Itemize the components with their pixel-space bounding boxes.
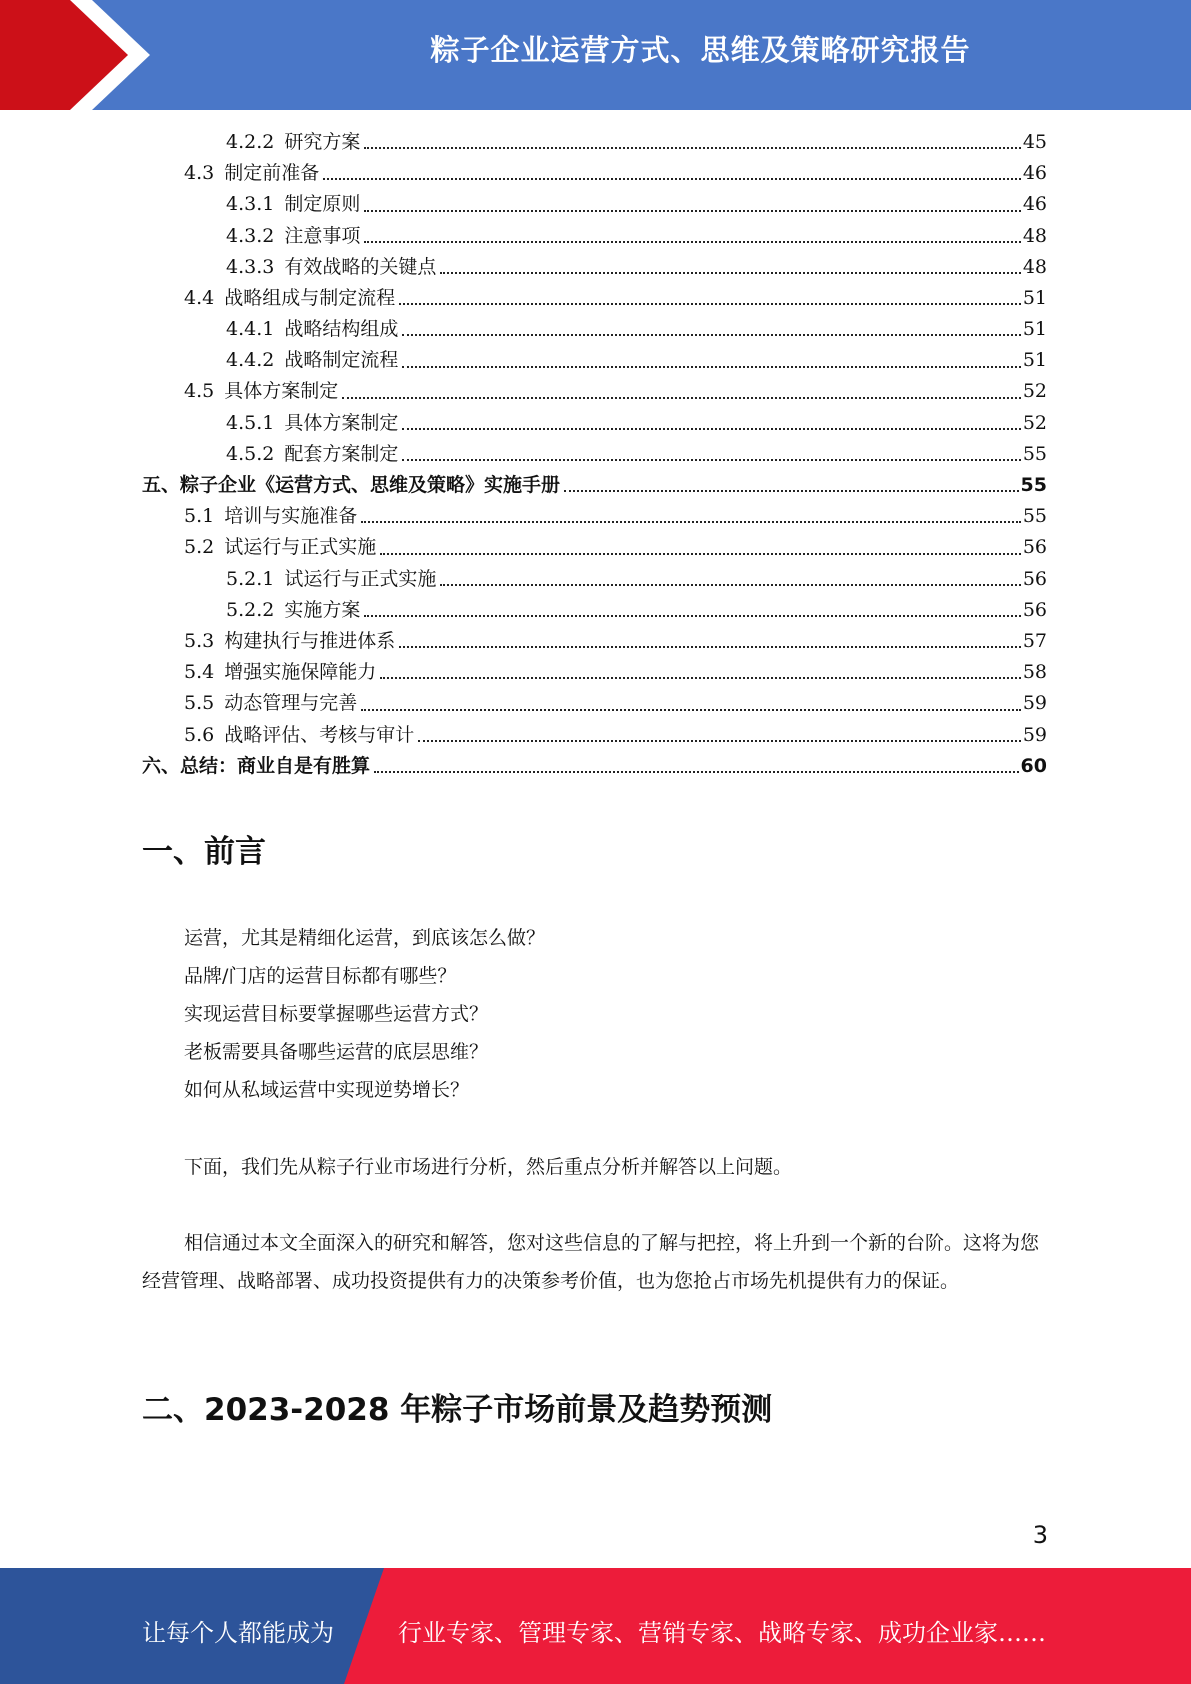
toc-entry-text: 五、粽子企业《运营方式、思维及策略》实施手册: [142, 474, 561, 497]
toc-entry[interactable]: [142, 564, 1047, 595]
toc-entry-label: [142, 470, 560, 501]
toc-entry[interactable]: [142, 595, 1047, 626]
question-5: 如何从私域运营中实现逆势增长？: [184, 1079, 470, 1101]
toc-entry[interactable]: [142, 439, 1047, 470]
toc-entry-number: 4.5.2: [226, 442, 275, 465]
toc-entry-number: 5.1: [184, 505, 215, 528]
toc-dot-leader: [418, 740, 1021, 742]
toc-entry-number: 5.2.2: [226, 598, 275, 621]
toc-dot-leader: [380, 553, 1021, 555]
toc-entry-number: 5.6: [184, 723, 215, 746]
toc-entry-label: [226, 408, 398, 439]
toc-entry[interactable]: [142, 127, 1047, 158]
toc-entry-label: [226, 564, 436, 595]
toc-entry-number: 5.5: [184, 692, 215, 715]
toc-entry-page: 51: [1022, 318, 1047, 341]
toc-entry-page: 55: [1022, 442, 1047, 465]
toc-dot-leader: [361, 709, 1021, 711]
toc-entry-page: 59: [1022, 723, 1047, 746]
toc-entry-number: 4.3.1: [226, 193, 275, 216]
toc-entry-label: [184, 688, 357, 719]
question-2: 品牌/门店的运营目标都有哪些？: [184, 965, 457, 987]
toc-entry-number: 5.3: [184, 629, 215, 652]
toc-entry-number: 4.5: [184, 380, 215, 403]
header-red-arrow-decoration: [0, 0, 160, 110]
toc-dot-leader: [380, 677, 1021, 679]
toc-entry-text: 构建执行与推进体系: [224, 629, 396, 652]
toc-entry[interactable]: [142, 252, 1047, 283]
toc-entry[interactable]: [142, 408, 1047, 439]
toc-entry-label: [184, 283, 395, 314]
toc-entry-number: 4.3: [184, 162, 215, 185]
toc-dot-leader: [364, 147, 1020, 149]
toc-entry[interactable]: [142, 751, 1047, 782]
toc-entry-page: 58: [1022, 661, 1047, 684]
toc-entry-page: 56: [1022, 536, 1047, 559]
toc-entry[interactable]: [142, 470, 1047, 501]
toc-entry[interactable]: [142, 532, 1047, 563]
toc-dot-leader: [364, 615, 1020, 617]
table-of-contents: [142, 127, 1047, 782]
intro-paragraph: 下面，我们先从粽子行业市场进行分析，然后重点分析并解答以上问题。: [184, 1156, 793, 1178]
toc-entry-number: 5.2.1: [226, 567, 275, 590]
toc-entry[interactable]: [142, 626, 1047, 657]
page-footer: [0, 1568, 1191, 1684]
toc-dot-leader: [440, 584, 1020, 586]
toc-entry-number: 5.2: [184, 536, 215, 559]
toc-entry-number: 5.4: [184, 661, 215, 684]
toc-entry-page: 48: [1022, 255, 1047, 278]
toc-dot-leader: [564, 490, 1019, 492]
toc-entry[interactable]: [142, 221, 1047, 252]
question-4: 老板需要具备哪些运营的底层思维？: [184, 1041, 489, 1063]
toc-entry-label: [184, 657, 376, 688]
toc-entry[interactable]: [142, 283, 1047, 314]
toc-dot-leader: [402, 366, 1020, 368]
value-paragraph: 相信通过本文全面深入的研究和解答，您对这些信息的了解与把控，将上升到一个新的台阶。这将为您经营管理、战略部署、成功投资提供有力的决策参考价值，也为您抢占市场先机提供有力的保证。: [142, 1232, 1040, 1292]
toc-dot-leader: [402, 428, 1020, 430]
toc-entry-text: 具体方案制定: [224, 380, 339, 403]
toc-entry-page: 56: [1022, 598, 1047, 621]
toc-entry-label: [226, 127, 360, 158]
toc-entry-text: 增强实施保障能力: [224, 661, 377, 684]
toc-entry-page: 60: [1020, 754, 1047, 777]
toc-entry[interactable]: [142, 657, 1047, 688]
toc-entry[interactable]: [142, 158, 1047, 189]
toc-dot-leader: [364, 210, 1020, 212]
toc-entry-page: 55: [1022, 505, 1047, 528]
toc-entry-page: 51: [1022, 286, 1047, 309]
toc-entry-text: 六、总结：商业自是有胜算: [142, 754, 371, 777]
toc-entry-page: 52: [1022, 380, 1047, 403]
toc-entry-label: [142, 751, 370, 782]
toc-entry-page: 48: [1022, 224, 1047, 247]
toc-entry-text: 制定原则: [284, 193, 361, 216]
toc-entry-text: 动态管理与完善: [224, 692, 358, 715]
toc-dot-leader: [399, 646, 1021, 648]
toc-dot-leader: [402, 459, 1020, 461]
toc-entry-number: 4.4.1: [226, 318, 275, 341]
toc-entry-page: 55: [1020, 474, 1047, 497]
toc-entry-text: 具体方案制定: [284, 411, 399, 434]
report-title: 粽子企业运营方式、思维及策略研究报告: [430, 33, 971, 67]
question-1: 运营，尤其是精细化运营，到底该怎么做？: [184, 927, 546, 949]
toc-entry-label: [184, 376, 338, 407]
toc-entry-text: 注意事项: [284, 224, 361, 247]
toc-entry-text: 配套方案制定: [284, 442, 399, 465]
toc-entry[interactable]: [142, 345, 1047, 376]
toc-entry-number: 4.3.3: [226, 255, 275, 278]
footer-slogan-left: 让每个人都能成为: [142, 1619, 334, 1647]
toc-entry-page: 51: [1022, 349, 1047, 372]
footer-slogan-right: 行业专家、管理专家、营销专家、战略专家、成功企业家……: [398, 1619, 1046, 1647]
toc-entry[interactable]: [142, 377, 1047, 408]
toc-entry-text: 研究方案: [284, 130, 361, 153]
toc-entry-label: [226, 252, 436, 283]
toc-dot-leader: [342, 397, 1021, 399]
toc-entry-label: [226, 189, 360, 220]
toc-entry-text: 战略制定流程: [284, 349, 399, 372]
toc-entry-page: 46: [1022, 193, 1047, 216]
toc-entry[interactable]: [142, 314, 1047, 345]
toc-dot-leader: [399, 303, 1021, 305]
toc-entry-page: 57: [1022, 629, 1047, 652]
toc-entry-text: 试运行与正式实施: [224, 536, 377, 559]
toc-dot-leader: [402, 334, 1020, 336]
toc-entry-text: 培训与实施准备: [224, 505, 358, 528]
toc-entry-text: 有效战略的关键点: [284, 255, 437, 278]
toc-dot-leader: [440, 272, 1020, 274]
toc-entry[interactable]: [142, 688, 1047, 719]
toc-entry-label: [184, 626, 395, 657]
toc-entry-text: 实施方案: [284, 598, 361, 621]
toc-dot-leader: [361, 521, 1021, 523]
toc-entry-text: 战略结构组成: [284, 318, 399, 341]
toc-entry[interactable]: [142, 501, 1047, 532]
toc-entry-number: 4.5.1: [226, 411, 275, 434]
toc-entry-page: 59: [1022, 692, 1047, 715]
toc-entry-label: [184, 501, 357, 532]
toc-entry-page: 56: [1022, 567, 1047, 590]
toc-entry-number: 4.4.2: [226, 349, 275, 372]
toc-entry-label: [226, 221, 360, 252]
toc-entry-text: 试运行与正式实施: [284, 567, 437, 590]
toc-entry-page: 46: [1022, 162, 1047, 185]
market-forecast-heading: 二、2023-2028 年粽子市场前景及趋势预测: [142, 1392, 773, 1428]
toc-entry-number: 4.3.2: [226, 224, 275, 247]
toc-entry-label: [226, 595, 360, 626]
preface-heading: 一、前言: [142, 834, 266, 870]
toc-entry-page: 52: [1022, 411, 1047, 434]
toc-entry-number: 4.4: [184, 286, 215, 309]
toc-dot-leader: [374, 771, 1019, 773]
toc-entry-label: [184, 532, 376, 563]
question-3: 实现运营目标要掌握哪些运营方式？: [184, 1003, 489, 1025]
toc-entry[interactable]: [142, 720, 1047, 751]
toc-dot-leader: [364, 241, 1020, 243]
toc-entry-label: [184, 158, 319, 189]
toc-entry-text: 战略评估、考核与审计: [224, 723, 415, 746]
toc-entry-label: [184, 720, 414, 751]
toc-entry-label: [226, 314, 398, 345]
page-header: [0, 0, 1191, 110]
toc-entry-label: [226, 345, 398, 376]
toc-dot-leader: [323, 178, 1021, 180]
toc-entry-text: 制定前准备: [224, 162, 320, 185]
page-number: 3: [1032, 1521, 1048, 1549]
toc-entry-number: 4.2.2: [226, 130, 275, 153]
toc-entry-page: 45: [1022, 130, 1047, 153]
toc-entry-text: 战略组成与制定流程: [224, 286, 396, 309]
toc-entry[interactable]: [142, 189, 1047, 220]
toc-entry-label: [226, 439, 398, 470]
